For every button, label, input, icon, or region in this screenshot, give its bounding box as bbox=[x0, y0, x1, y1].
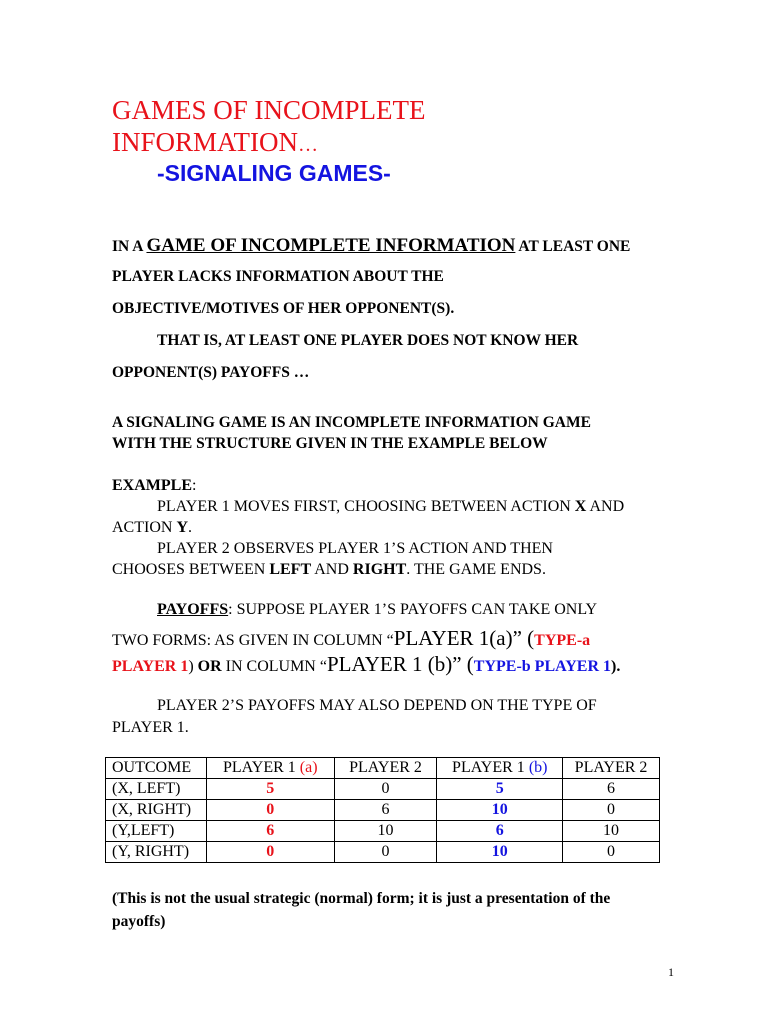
example-l4b: . THE GAME ENDS. bbox=[406, 561, 546, 578]
payoffs-l1: : SUPPOSE PLAYER 1’S PAYOFFS CAN TAKE ONLY bbox=[228, 601, 598, 618]
table-row bbox=[106, 779, 660, 800]
example-colon: : bbox=[192, 477, 197, 494]
cell-p1a: 0 bbox=[206, 842, 334, 863]
cell-outcome: (Y,LEFT) bbox=[106, 821, 207, 842]
table-header-row bbox=[106, 758, 660, 779]
header-outcome: OUTCOME bbox=[106, 758, 207, 779]
cell-p2a: 0 bbox=[334, 779, 437, 800]
intro-term: GAME OF INCOMPLETE INFORMATION bbox=[146, 235, 516, 256]
example-l4a: CHOOSES BETWEEN bbox=[112, 561, 270, 578]
payoffs-type-a: TYPE-a bbox=[534, 632, 591, 649]
cell-outcome: (X, RIGHT) bbox=[106, 800, 207, 821]
cell-p1a: 0 bbox=[206, 800, 334, 821]
payoffs-l3c: IN COLUMN “ bbox=[221, 658, 327, 675]
intro-line4: THAT IS, AT LEAST ONE PLAYER DOES NOT KNOW HER bbox=[157, 332, 579, 349]
cell-p1a: 5 bbox=[206, 779, 334, 800]
intro-line1 bbox=[112, 235, 630, 257]
example-line3: PLAYER 2 OBSERVES PLAYER 1’S ACTION AND THEN bbox=[157, 540, 553, 557]
header-player1b bbox=[437, 758, 563, 779]
note-line2: payoffs) bbox=[112, 913, 166, 930]
example-action-x: X bbox=[574, 498, 587, 515]
example-label-text: EXAMPLE bbox=[112, 477, 192, 494]
example-l4and: AND bbox=[311, 561, 353, 578]
example-l2a: ACTION bbox=[112, 519, 177, 536]
cell-p2b: 10 bbox=[563, 821, 660, 842]
table-row bbox=[106, 800, 660, 821]
cell-p1b: 10 bbox=[437, 800, 563, 821]
header-player1a-text: PLAYER 1 bbox=[223, 759, 300, 776]
example-l1b: AND bbox=[586, 498, 625, 515]
subtitle: -SIGNALING GAMES- bbox=[157, 160, 391, 186]
player2-line2: PLAYER 1. bbox=[112, 719, 189, 736]
payoffs-player1a: PLAYER 1(a) bbox=[393, 626, 513, 650]
example-label bbox=[112, 477, 196, 495]
intro-line2: PLAYER LACKS INFORMATION ABOUT THE bbox=[112, 268, 444, 285]
payoffs-l3g: ). bbox=[611, 658, 621, 675]
payoffs-line1 bbox=[157, 601, 597, 619]
header-player1b-text: PLAYER 1 bbox=[452, 759, 529, 776]
header-player1a-tag: (a) bbox=[299, 759, 318, 776]
intro-rest1: AT LEAST ONE bbox=[515, 238, 631, 255]
title-line1: GAMES OF INCOMPLETE bbox=[112, 95, 426, 125]
example-line2 bbox=[112, 519, 192, 537]
signaling-line2: WITH THE STRUCTURE GIVEN IN THE EXAMPLE BELOW bbox=[112, 435, 548, 452]
intro-in-a: IN A bbox=[112, 238, 147, 255]
payoffs-l3e: ” ( bbox=[452, 652, 474, 676]
intro-line5: OPPONENT(S) PAYOFFS … bbox=[112, 364, 310, 381]
header-player1b-tag: (b) bbox=[528, 759, 548, 776]
signaling-line1: A SIGNALING GAME IS AN INCOMPLETE INFORMATION GAME bbox=[112, 414, 591, 431]
payoff-table bbox=[105, 757, 660, 863]
payoffs-line3 bbox=[112, 652, 620, 677]
intro-line3: OBJECTIVE/MOTIVES OF HER OPPONENT(S). bbox=[112, 300, 455, 317]
example-l1a: PLAYER 1 MOVES FIRST, CHOOSING BETWEEN ACTION bbox=[157, 498, 575, 515]
title-line2-text: INFORMATION bbox=[112, 127, 299, 157]
cell-p2b: 0 bbox=[563, 842, 660, 863]
payoffs-l3b: ) bbox=[188, 658, 198, 675]
cell-p1b: 6 bbox=[437, 821, 563, 842]
payoffs-l2c: ” ( bbox=[512, 626, 535, 650]
note-line1: (This is not the usual strategic (normal) form; it is just a presentation of the bbox=[112, 890, 611, 907]
title-line2 bbox=[112, 127, 318, 160]
table-row bbox=[106, 842, 660, 863]
cell-p1b: 10 bbox=[437, 842, 563, 863]
example-right: RIGHT bbox=[352, 561, 407, 578]
cell-p2a: 6 bbox=[334, 800, 437, 821]
header-player1a bbox=[206, 758, 334, 779]
cell-outcome: (X, LEFT) bbox=[106, 779, 207, 800]
cell-p1b: 5 bbox=[437, 779, 563, 800]
example-line1 bbox=[157, 498, 624, 516]
payoffs-player1b: PLAYER 1 (b) bbox=[326, 652, 453, 676]
header-player2a: PLAYER 2 bbox=[334, 758, 437, 779]
cell-p1a: 6 bbox=[206, 821, 334, 842]
payoffs-player1-red: PLAYER 1 bbox=[112, 658, 189, 675]
payoffs-l2a: TWO FORMS: AS GIVEN IN COLUMN “ bbox=[112, 632, 394, 649]
payoffs-line2 bbox=[112, 626, 590, 651]
cell-p2a: 0 bbox=[334, 842, 437, 863]
payoffs-or: OR bbox=[197, 658, 222, 675]
header-player2b: PLAYER 2 bbox=[563, 758, 660, 779]
payoffs-type-b: TYPE-b PLAYER 1 bbox=[473, 658, 611, 675]
title-ellipsis: … bbox=[298, 134, 319, 156]
cell-p2b: 0 bbox=[563, 800, 660, 821]
page-number: 1 bbox=[668, 965, 674, 979]
payoffs-label: PAYOFFS bbox=[157, 601, 229, 618]
example-l2b: . bbox=[188, 519, 192, 536]
example-action-y: Y bbox=[176, 519, 188, 536]
cell-p2b: 6 bbox=[563, 779, 660, 800]
cell-outcome: (Y, RIGHT) bbox=[106, 842, 207, 863]
example-line4 bbox=[112, 561, 546, 579]
cell-p2a: 10 bbox=[334, 821, 437, 842]
player2-line1: PLAYER 2’S PAYOFFS MAY ALSO DEPEND ON THE TYPE OF bbox=[157, 697, 597, 714]
table-row bbox=[106, 821, 660, 842]
example-left: LEFT bbox=[269, 561, 312, 578]
